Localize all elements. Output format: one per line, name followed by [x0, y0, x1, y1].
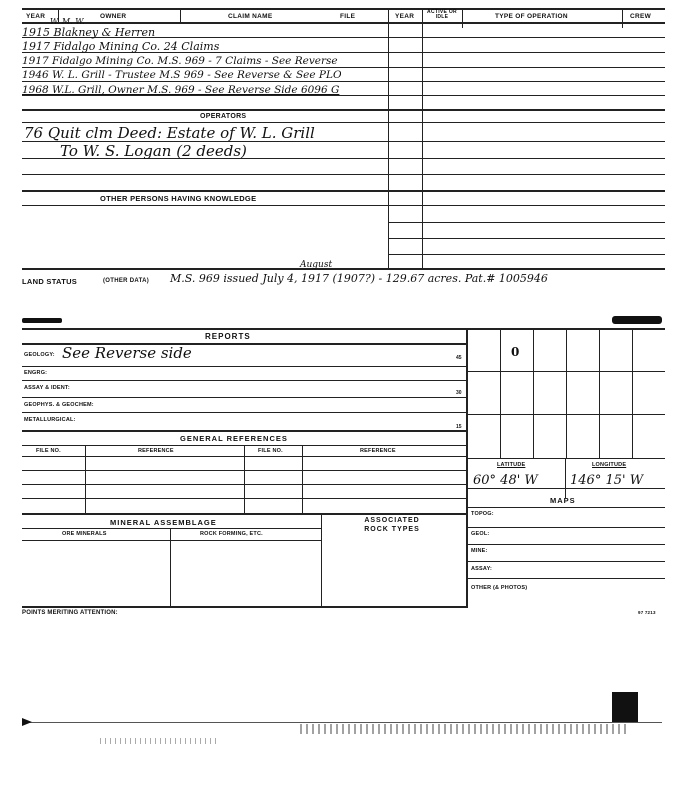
latitude-label: LATITUDE: [497, 462, 526, 468]
geology-value: See Reverse side: [62, 344, 192, 362]
col-claim-name: CLAIM NAME: [228, 13, 273, 20]
geology-label: GEOLOGY:: [24, 352, 55, 358]
owner-row: 1917 Fidalgo Mining Co. 24 Claims: [22, 40, 220, 53]
latitude-value: 60° 48' W: [473, 473, 538, 488]
metallurgical-num: 15: [456, 424, 462, 430]
scan-mark: [22, 318, 62, 323]
ref-col-file-no-2: FILE NO.: [258, 448, 283, 454]
scan-mark: [612, 692, 638, 722]
assay-label: ASSAY & IDENT:: [24, 385, 70, 391]
land-status-sublabel: (OTHER DATA): [103, 278, 150, 284]
operator-row: 76 Quit clm Deed: Estate of W. L. Grill: [24, 124, 315, 142]
operator-row: To W. S. Logan (2 deeds): [60, 142, 247, 160]
owner-row: 1915 Blakney & Herren: [22, 26, 156, 39]
engrg-label: ENGRG:: [24, 370, 48, 376]
maps-topog: TOPOG:: [471, 511, 494, 517]
col-crew: CREW: [630, 13, 652, 20]
other-persons-label: OTHER PERSONS HAVING KNOWLEDGE: [100, 194, 257, 203]
assay-num: 30: [456, 390, 462, 396]
owner-row: 1917 Fidalgo Mining Co. M.S. 969 - 7 Claims - See Reverse: [22, 55, 338, 67]
land-status-label: LAND STATUS: [22, 277, 78, 286]
scan-noise: [300, 724, 630, 734]
col-year-2: YEAR: [395, 13, 415, 20]
owner-row: 1968 W.L. Grill, Owner M.S. 969 - See Reverse Side 6096 G: [22, 84, 340, 96]
land-status-value: M.S. 969 issued July 4, 1917 (1907?) - 129.67 acres. Pat.# 1005946: [170, 272, 548, 285]
scan-noise: [100, 738, 220, 744]
general-references-title: GENERAL REFERENCES: [180, 434, 288, 443]
scan-line: [22, 722, 662, 723]
ref-col-reference-2: REFERENCE: [360, 448, 396, 454]
location-marker: 0: [511, 345, 520, 359]
col-active: ACTIVE OR IDLE: [427, 9, 457, 20]
associated-rock-types-title: ASSOCIATED ROCK TYPES: [364, 517, 420, 533]
operators-label: OPERATORS: [200, 113, 247, 120]
maps-title: MAPS: [550, 496, 576, 505]
reports-title: REPORTS: [205, 332, 251, 341]
col-file: FILE: [340, 13, 356, 20]
mineral-assemblage-title: MINERAL ASSEMBLAGE: [110, 518, 217, 527]
longitude-label: LONGITUDE: [592, 462, 627, 468]
col-year: YEAR: [26, 13, 46, 20]
scan-mark: [612, 316, 662, 324]
maps-other: OTHER (& PHOTOS): [471, 585, 528, 591]
col-owner: OWNER: [100, 13, 127, 20]
scan-mark: [22, 718, 32, 726]
land-status-note: August: [300, 260, 333, 270]
owner-note: W. M. W.: [50, 17, 85, 26]
maps-mine: MINE:: [471, 548, 488, 554]
points-meriting-label: POINTS MERITING ATTENTION:: [22, 610, 118, 616]
ref-col-file-no: FILE NO.: [36, 448, 61, 454]
longitude-value: 146° 15' W: [570, 473, 644, 488]
maps-assay: ASSAY:: [471, 566, 493, 572]
geology-num: 45: [456, 355, 462, 361]
form-number: 97 7213: [638, 610, 656, 615]
rock-forming-header: ROCK FORMING, ETC.: [200, 531, 263, 537]
col-type-of-operation: TYPE OF OPERATION: [495, 13, 568, 20]
ref-col-reference: REFERENCE: [138, 448, 174, 454]
maps-geol: GEOL:: [471, 531, 490, 537]
ore-minerals-header: ORE MINERALS: [62, 531, 107, 537]
geophys-label: GEOPHYS. & GEOCHEM:: [24, 402, 94, 408]
metallurgical-label: METALLURGICAL:: [24, 417, 76, 423]
owner-row: 1946 W. L. Grill - Trustee M.S 969 - See Reverse & See PLO: [22, 69, 342, 81]
